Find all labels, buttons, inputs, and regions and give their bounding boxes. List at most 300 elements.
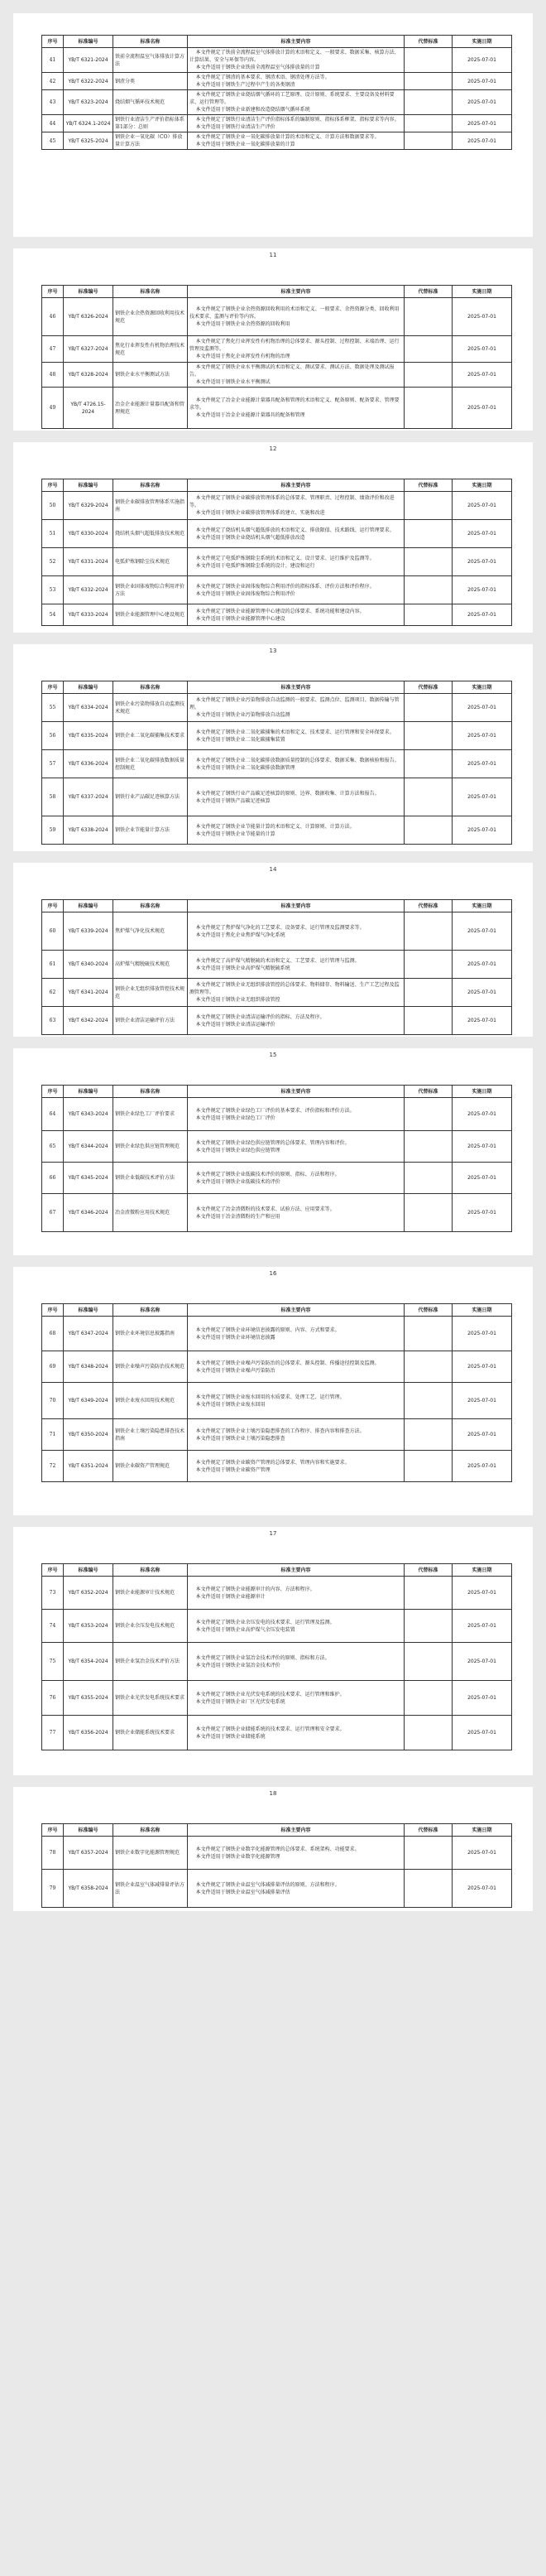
row-number-cell: 58	[42, 778, 64, 816]
replaced-standard-cell	[405, 115, 453, 132]
standard-name-cell: 钢铁行业清洁生产评价指标体系 第1部分：总则	[113, 115, 188, 132]
implementation-date-cell: 2025-07-01	[453, 363, 512, 388]
table-row	[42, 1681, 512, 1716]
replaced-standard-cell	[405, 576, 453, 604]
column-header: 实施日期	[453, 1086, 512, 1098]
column-header: 序号	[42, 900, 64, 912]
implementation-date-cell: 2025-07-01	[453, 1577, 512, 1610]
standard-code-cell: YB/T 4726.15-2024	[64, 388, 113, 429]
row-number-cell: 50	[42, 492, 64, 520]
standard-code-cell: YB/T 6327-2024	[64, 336, 113, 363]
standard-code-cell: YB/T 6338-2024	[64, 816, 113, 845]
implementation-date-cell: 2025-07-01	[453, 1098, 512, 1131]
replaced-standard-cell	[405, 1837, 453, 1870]
column-header: 代替标准	[405, 1564, 453, 1577]
implementation-date-cell: 2025-07-01	[453, 90, 512, 115]
table-row	[42, 1131, 512, 1163]
standard-code-cell: YB/T 6355-2024	[64, 1681, 113, 1716]
row-number-cell: 77	[42, 1716, 64, 1750]
column-header: 实施日期	[453, 286, 512, 298]
standard-content-cell: 本文件规定了钢铁企业绿色供应链管理的总体要求、管理内容和评价。 本文件适用于钢铁企业绿色供应链管理	[188, 1131, 405, 1163]
row-number-cell: 46	[42, 298, 64, 336]
replaced-standard-cell	[405, 1451, 453, 1482]
standard-content-cell: 本文件规定了钢铁企业碳资产管理的总体要求、管理内容和实施要求。 本文件适用于钢铁企业碳资产管理	[188, 1451, 405, 1482]
row-number-cell: 57	[42, 750, 64, 778]
column-header: 标准编号	[64, 1824, 113, 1837]
column-header: 序号	[42, 479, 64, 492]
row-number-cell: 54	[42, 604, 64, 626]
standard-code-cell: YB/T 6339-2024	[64, 912, 113, 951]
table-row	[42, 115, 512, 132]
table-row	[42, 1643, 512, 1681]
row-number-cell: 69	[42, 1351, 64, 1383]
table-row	[42, 48, 512, 73]
column-header: 序号	[42, 286, 64, 298]
standard-content-cell: 本文件规定了钢铁企业低碳技术评价的原则、指标、方法和程序。 本文件适用于钢铁企业低碳技术的评价	[188, 1163, 405, 1194]
implementation-date-cell: 2025-07-01	[453, 1643, 512, 1681]
implementation-date-cell: 2025-07-01	[453, 604, 512, 626]
standard-name-cell: 烧结机头烟气超低排放技术规范	[113, 520, 188, 548]
standard-code-cell: YB/T 6336-2024	[64, 750, 113, 778]
table-row	[42, 132, 512, 150]
standard-name-cell: 钢铁企业低碳技术评价方法	[113, 1163, 188, 1194]
standards-table	[41, 1823, 512, 1908]
table-header-row	[42, 1564, 512, 1577]
document-page	[13, 1267, 533, 1515]
row-number-cell: 60	[42, 912, 64, 951]
implementation-date-cell: 2025-07-01	[453, 1716, 512, 1750]
standards-table	[41, 35, 512, 150]
replaced-standard-cell	[405, 1610, 453, 1643]
implementation-date-cell: 2025-07-01	[453, 48, 512, 73]
column-header: 实施日期	[453, 36, 512, 48]
row-number-cell: 65	[42, 1131, 64, 1163]
implementation-date-cell: 2025-07-01	[453, 1351, 512, 1383]
column-header: 标准主要内容	[188, 36, 405, 48]
row-number-cell: 78	[42, 1837, 64, 1870]
implementation-date-cell: 2025-07-01	[453, 132, 512, 150]
column-header: 代替标准	[405, 36, 453, 48]
replaced-standard-cell	[405, 1007, 453, 1035]
standard-content-cell: 本文件规定了电弧炉炼钢除尘系统的术语和定义、设计要求、运行维护及监测等。 本文件适用于电弧炉炼钢除尘系统的设计、建设和运行	[188, 548, 405, 576]
row-number-cell: 75	[42, 1643, 64, 1681]
replaced-standard-cell	[405, 298, 453, 336]
standard-name-cell: 钢铁企业一氧化碳（CO）排放量计算方法	[113, 132, 188, 150]
implementation-date-cell: 2025-07-01	[453, 336, 512, 363]
standard-name-cell: 钢铁企业绿色供应链管理规范	[113, 1131, 188, 1163]
column-header: 实施日期	[453, 900, 512, 912]
table-row	[42, 1716, 512, 1750]
table-row	[42, 1837, 512, 1870]
standards-table	[41, 1303, 512, 1482]
implementation-date-cell: 2025-07-01	[453, 778, 512, 816]
standard-name-cell: 冶金企业能源计量器具配备和管理规范	[113, 388, 188, 429]
column-header: 标准编号	[64, 900, 113, 912]
implementation-date-cell: 2025-07-01	[453, 1451, 512, 1482]
standard-name-cell: 钢铁行业产品碳足迹核算方法	[113, 778, 188, 816]
row-number-cell: 71	[42, 1419, 64, 1451]
standard-name-cell: 焦炉煤气净化技术规范	[113, 912, 188, 951]
standard-code-cell: YB/T 6340-2024	[64, 951, 113, 979]
standard-code-cell: YB/T 6354-2024	[64, 1643, 113, 1681]
column-header: 标准主要内容	[188, 1086, 405, 1098]
table-row	[42, 778, 512, 816]
column-header: 代替标准	[405, 479, 453, 492]
implementation-date-cell: 2025-07-01	[453, 816, 512, 845]
row-number-cell: 42	[42, 73, 64, 90]
standard-name-cell: 钢渣分类	[113, 73, 188, 90]
column-header: 标准编号	[64, 286, 113, 298]
row-number-cell: 44	[42, 115, 64, 132]
replaced-standard-cell	[405, 979, 453, 1007]
implementation-date-cell: 2025-07-01	[453, 1870, 512, 1908]
column-header: 序号	[42, 1304, 64, 1317]
row-number-cell: 56	[42, 722, 64, 750]
standard-content-cell: 本文件规定了钢铁企业水平衡测试的术语和定义、测试要求、测试方法、数据处理及测试报告。 本文件适用于钢铁企业水平衡测试	[188, 363, 405, 388]
standard-content-cell: 本文件规定了钢渣的基本要求、钢渣术语、钢渣处理方法等。 本文件适用于钢铁生产过程中产生的各类钢渣	[188, 73, 405, 90]
implementation-date-cell: 2025-07-01	[453, 388, 512, 429]
implementation-date-cell: 2025-07-01	[453, 1007, 512, 1035]
table-row	[42, 1419, 512, 1451]
row-number-cell: 45	[42, 132, 64, 150]
standard-code-cell: YB/T 6323-2024	[64, 90, 113, 115]
standard-content-cell: 本文件规定了钢铁企业烧结烟气循环的工艺原理、设计原则、系统要求、主要设备及材料要求、运行管理等。 本文件适用于钢铁企业新建和改造烧结烟气循环系统	[188, 90, 405, 115]
standard-name-cell: 钢铁企业污染物排放自动监测技术规范	[113, 694, 188, 722]
standard-content-cell: 本文件规定了钢铁企业清洁运输评价的指标、方法及程序。 本文件适用于钢铁企业清洁运输评价	[188, 1007, 405, 1035]
standard-name-cell: 钢铁企业温室气体减排量评估方法	[113, 1870, 188, 1908]
standard-content-cell: 本文件规定了钢铁企业温室气体减排量评估的原则、方法和程序。 本文件适用于钢铁企业温室气体减排量评估	[188, 1870, 405, 1908]
row-number-cell: 43	[42, 90, 64, 115]
standard-name-cell: 钢铁企业清洁运输评价方法	[113, 1007, 188, 1035]
table-row	[42, 951, 512, 979]
implementation-date-cell: 2025-07-01	[453, 1610, 512, 1643]
replaced-standard-cell	[405, 492, 453, 520]
implementation-date-cell: 2025-07-01	[453, 1419, 512, 1451]
row-number-cell: 48	[42, 363, 64, 388]
implementation-date-cell: 2025-07-01	[453, 1383, 512, 1419]
standard-code-cell: YB/T 6322-2024	[64, 73, 113, 90]
standard-name-cell: 钢铁企业二氧化碳捕集技术要求	[113, 722, 188, 750]
table-row	[42, 1383, 512, 1419]
standard-code-cell: YB/T 6334-2024	[64, 694, 113, 722]
column-header: 实施日期	[453, 479, 512, 492]
standard-content-cell: 本文件规定了钢铁企业余热资源回收利用的术语和定义、一般要求、余热资源分类、回收利用技术要求、监测与评价等内容。 本文件适用于钢铁企业余热资源的回收利用	[188, 298, 405, 336]
standard-code-cell: YB/T 6345-2024	[64, 1163, 113, 1194]
standard-code-cell: YB/T 6328-2024	[64, 363, 113, 388]
implementation-date-cell: 2025-07-01	[453, 694, 512, 722]
standard-name-cell: 钢铁企业氢冶金技术评价方法	[113, 1643, 188, 1681]
standard-name-cell: 冶金渣微粉应用技术规范	[113, 1194, 188, 1232]
standard-content-cell: 本文件规定了钢铁企业能源审计的内容、方法和程序。 本文件适用于钢铁企业能源审计	[188, 1577, 405, 1610]
column-header: 代替标准	[405, 1086, 453, 1098]
standards-table	[41, 681, 512, 845]
replaced-standard-cell	[405, 604, 453, 626]
standard-code-cell: YB/T 6337-2024	[64, 778, 113, 816]
page-number: 14	[269, 866, 277, 873]
replaced-standard-cell	[405, 1716, 453, 1750]
standard-code-cell: YB/T 6358-2024	[64, 1870, 113, 1908]
implementation-date-cell: 2025-07-01	[453, 548, 512, 576]
standard-name-cell: 钢铁企业土壤污染隐患排查技术指南	[113, 1419, 188, 1451]
table-row	[42, 722, 512, 750]
row-number-cell: 63	[42, 1007, 64, 1035]
implementation-date-cell: 2025-07-01	[453, 1131, 512, 1163]
column-header: 代替标准	[405, 1304, 453, 1317]
standard-content-cell: 本文件规定了钢铁企业碳排放管理体系的总体要求、管理职责、过程控制、绩效评价和改进等。 本文件适用于钢铁企业碳排放管理体系的建立、实施和改进	[188, 492, 405, 520]
column-header: 标准名称	[113, 1564, 188, 1577]
standard-content-cell: 本文件规定了钢铁企业氢冶金技术评价的原则、指标和方法。 本文件适用于钢铁企业氢冶金技术评价	[188, 1643, 405, 1681]
column-header: 标准名称	[113, 286, 188, 298]
standard-code-cell: YB/T 6346-2024	[64, 1194, 113, 1232]
table-row	[42, 694, 512, 722]
standard-name-cell: 钢铁企业节能量计算方法	[113, 816, 188, 845]
implementation-date-cell: 2025-07-01	[453, 520, 512, 548]
standard-content-cell: 本文件规定了钢铁企业土壤污染隐患排查的工作程序、排查内容和排查方法。 本文件适用于钢铁企业土壤污染隐患排查	[188, 1419, 405, 1451]
standard-code-cell: YB/T 6349-2024	[64, 1383, 113, 1419]
replaced-standard-cell	[405, 912, 453, 951]
standard-content-cell: 本文件规定了冶金企业能源计量器具配备和管理的术语和定义、配备原则、配备要求、管理要求等。 本文件适用于冶金企业能源计量器具的配备和管理	[188, 388, 405, 429]
standard-name-cell: 钢铁企业数字化能源管理规范	[113, 1837, 188, 1870]
standard-content-cell: 本文件规定了钢铁企业能源管理中心建设的总体要求、系统功能和建设内容。 本文件适用于钢铁企业能源管理中心建设	[188, 604, 405, 626]
standard-content-cell: 本文件规定了高炉煤气精脱硫的术语和定义、工艺要求、运行管理与监测。 本文件适用于钢铁企业高炉煤气精脱硫系统	[188, 951, 405, 979]
column-header: 实施日期	[453, 1564, 512, 1577]
standard-content-cell: 本文件规定了铁前全流程温室气体排放计算的术语和定义、一般要求、数据采集、核算方法、计算结果、安全与环保等内容。 本文件适用于钢铁企业铁前全流程温室气体排放量的计算	[188, 48, 405, 73]
replaced-standard-cell	[405, 1163, 453, 1194]
standard-code-cell: YB/T 6351-2024	[64, 1451, 113, 1482]
standard-content-cell: 本文件规定了钢铁企业噪声污染防治的总体要求、源头控制、传播途径控制及监测。 本文件适用于钢铁企业噪声污染防治	[188, 1351, 405, 1383]
standard-content-cell: 本文件规定了钢铁企业余压发电的技术要求、运行管理及监测。 本文件适用于钢铁企业高炉煤气余压发电装置	[188, 1610, 405, 1643]
column-header: 序号	[42, 1564, 64, 1577]
standard-code-cell: YB/T 6326-2024	[64, 298, 113, 336]
row-number-cell: 41	[42, 48, 64, 73]
standard-content-cell: 本文件规定了钢铁企业储能系统的技术要求、运行管理和安全要求。 本文件适用于钢铁企业储能系统	[188, 1716, 405, 1750]
table-row	[42, 816, 512, 845]
replaced-standard-cell	[405, 1317, 453, 1351]
column-header: 标准编号	[64, 681, 113, 694]
table-row	[42, 298, 512, 336]
replaced-standard-cell	[405, 520, 453, 548]
standard-content-cell: 本文件规定了焦炉煤气净化的工艺要求、设备要求、运行管理及监测要求等。 本文件适用于焦化企业焦炉煤气净化系统	[188, 912, 405, 951]
implementation-date-cell: 2025-07-01	[453, 951, 512, 979]
column-header: 实施日期	[453, 681, 512, 694]
standard-name-cell: 钢铁企业绿色工厂评价要求	[113, 1098, 188, 1131]
standard-name-cell: 钢铁企业能源管理中心建设规范	[113, 604, 188, 626]
column-header: 标准名称	[113, 681, 188, 694]
standard-code-cell: YB/T 6348-2024	[64, 1351, 113, 1383]
column-header: 标准主要内容	[188, 1304, 405, 1317]
table-row	[42, 1007, 512, 1035]
column-header: 标准编号	[64, 479, 113, 492]
standard-content-cell: 本文件规定了钢铁企业环境信息披露的原则、内容、方式和要求。 本文件适用于钢铁企业环境信息披露	[188, 1317, 405, 1351]
table-header-row	[42, 681, 512, 694]
row-number-cell: 47	[42, 336, 64, 363]
table-row	[42, 576, 512, 604]
page-number: 13	[269, 648, 277, 654]
page-number: 11	[269, 252, 277, 258]
standard-name-cell: 钢铁企业噪声污染防治技术规范	[113, 1351, 188, 1383]
row-number-cell: 52	[42, 548, 64, 576]
standard-content-cell: 本文件规定了钢铁企业污染物排放自动监测的一般要求、监测点位、监测项目、数据传输与管理。 本文件适用于钢铁企业污染物排放自动监测	[188, 694, 405, 722]
replaced-standard-cell	[405, 750, 453, 778]
replaced-standard-cell	[405, 548, 453, 576]
column-header: 序号	[42, 1824, 64, 1837]
table-row	[42, 90, 512, 115]
standard-name-cell: 钢铁企业余热资源回收利用技术规范	[113, 298, 188, 336]
table-row	[42, 363, 512, 388]
document-page	[13, 644, 533, 851]
row-number-cell: 68	[42, 1317, 64, 1351]
table-row	[42, 336, 512, 363]
document-page	[13, 1527, 533, 1775]
replaced-standard-cell	[405, 363, 453, 388]
replaced-standard-cell	[405, 1098, 453, 1131]
standard-code-cell: YB/T 6357-2024	[64, 1837, 113, 1870]
standard-name-cell: 焦化行业挥发性有机物治理技术规范	[113, 336, 188, 363]
table-row	[42, 979, 512, 1007]
row-number-cell: 73	[42, 1577, 64, 1610]
row-number-cell: 66	[42, 1163, 64, 1194]
table-row	[42, 73, 512, 90]
table-header-row	[42, 1086, 512, 1098]
document-page	[13, 13, 533, 237]
replaced-standard-cell	[405, 694, 453, 722]
column-header: 实施日期	[453, 1304, 512, 1317]
standard-code-cell: YB/T 6335-2024	[64, 722, 113, 750]
standard-name-cell: 钢铁企业碳资产管理规范	[113, 1451, 188, 1482]
implementation-date-cell: 2025-07-01	[453, 73, 512, 90]
standard-name-cell: 钢铁企业固体废物综合利用评价方法	[113, 576, 188, 604]
column-header: 标准主要内容	[188, 681, 405, 694]
standard-code-cell: YB/T 6341-2024	[64, 979, 113, 1007]
document-page	[13, 1787, 533, 1911]
table-row	[42, 1870, 512, 1908]
replaced-standard-cell	[405, 1870, 453, 1908]
replaced-standard-cell	[405, 1351, 453, 1383]
column-header: 标准名称	[113, 1304, 188, 1317]
standard-content-cell: 本文件规定了钢铁企业无组织排放管控的总体要求、物料储存、物料输送、生产工艺过程及监测管理等。 本文件适用于钢铁企业无组织排放管控	[188, 979, 405, 1007]
implementation-date-cell: 2025-07-01	[453, 1194, 512, 1232]
page-number: 16	[269, 1270, 277, 1277]
row-number-cell: 72	[42, 1451, 64, 1482]
document-page	[13, 863, 533, 1037]
table-row	[42, 750, 512, 778]
document-page	[13, 1048, 533, 1255]
replaced-standard-cell	[405, 722, 453, 750]
replaced-standard-cell	[405, 132, 453, 150]
row-number-cell: 49	[42, 388, 64, 429]
replaced-standard-cell	[405, 1577, 453, 1610]
table-row	[42, 1577, 512, 1610]
row-number-cell: 79	[42, 1870, 64, 1908]
row-number-cell: 61	[42, 951, 64, 979]
standard-content-cell: 本文件规定了钢铁企业一氧化碳排放量计算的术语和定义、计算方法和数据要求等。 本文件适用于钢铁企业一氧化碳排放量的计算	[188, 132, 405, 150]
replaced-standard-cell	[405, 1131, 453, 1163]
replaced-standard-cell	[405, 1194, 453, 1232]
standard-content-cell: 本文件规定了焦化行业挥发性有机物治理的总体要求、源头控制、过程控制、末端治理、运行管理及监测等。 本文件适用于焦化企业挥发性有机物的治理	[188, 336, 405, 363]
column-header: 标准名称	[113, 900, 188, 912]
column-header: 标准名称	[113, 1086, 188, 1098]
table-header-row	[42, 1824, 512, 1837]
table-row	[42, 520, 512, 548]
standard-name-cell: 钢铁企业余压发电技术规范	[113, 1610, 188, 1643]
standard-code-cell: YB/T 6325-2024	[64, 132, 113, 150]
implementation-date-cell: 2025-07-01	[453, 298, 512, 336]
table-row	[42, 604, 512, 626]
replaced-standard-cell	[405, 1643, 453, 1681]
standard-name-cell: 电弧炉炼钢除尘技术规范	[113, 548, 188, 576]
standard-content-cell: 本文件规定了钢铁企业绿色工厂评价的基本要求、评价指标和评价方法。 本文件适用于钢铁企业绿色工厂评价	[188, 1098, 405, 1131]
column-header: 标准编号	[64, 1086, 113, 1098]
replaced-standard-cell	[405, 778, 453, 816]
row-number-cell: 67	[42, 1194, 64, 1232]
standard-code-cell: YB/T 6356-2024	[64, 1716, 113, 1750]
column-header: 标准主要内容	[188, 479, 405, 492]
standard-code-cell: YB/T 6342-2024	[64, 1007, 113, 1035]
standard-code-cell: YB/T 6333-2024	[64, 604, 113, 626]
standard-name-cell: 钢铁企业储能系统技术要求	[113, 1716, 188, 1750]
column-header: 标准主要内容	[188, 1824, 405, 1837]
replaced-standard-cell	[405, 1419, 453, 1451]
standard-content-cell: 本文件规定了钢铁企业二氧化碳捕集的术语和定义、技术要求、运行管理和安全环保要求。 本文件适用于钢铁企业二氧化碳捕集装置	[188, 722, 405, 750]
replaced-standard-cell	[405, 48, 453, 73]
row-number-cell: 70	[42, 1383, 64, 1419]
column-header: 代替标准	[405, 286, 453, 298]
replaced-standard-cell	[405, 816, 453, 845]
implementation-date-cell: 2025-07-01	[453, 492, 512, 520]
standard-code-cell: YB/T 6352-2024	[64, 1577, 113, 1610]
table-row	[42, 1610, 512, 1643]
standard-content-cell: 本文件规定了冶金渣微粉的技术要求、试验方法、应用要求等。 本文件适用于冶金渣微粉的生产和应用	[188, 1194, 405, 1232]
implementation-date-cell: 2025-07-01	[453, 750, 512, 778]
standard-code-cell: YB/T 6344-2024	[64, 1131, 113, 1163]
column-header: 标准名称	[113, 479, 188, 492]
column-header: 标准编号	[64, 1564, 113, 1577]
standard-name-cell: 钢铁企业无组织排放管控技术规范	[113, 979, 188, 1007]
standards-table	[41, 1085, 512, 1232]
column-header: 标准主要内容	[188, 1564, 405, 1577]
standard-name-cell: 钢铁企业二氧化碳排放数据质量控制规范	[113, 750, 188, 778]
row-number-cell: 55	[42, 694, 64, 722]
replaced-standard-cell	[405, 388, 453, 429]
column-header: 序号	[42, 681, 64, 694]
column-header: 代替标准	[405, 900, 453, 912]
replaced-standard-cell	[405, 951, 453, 979]
row-number-cell: 64	[42, 1098, 64, 1131]
row-number-cell: 51	[42, 520, 64, 548]
column-header: 标准编号	[64, 1304, 113, 1317]
implementation-date-cell: 2025-07-01	[453, 576, 512, 604]
standard-code-cell: YB/T 6331-2024	[64, 548, 113, 576]
column-header: 标准主要内容	[188, 900, 405, 912]
standard-code-cell: YB/T 6332-2024	[64, 576, 113, 604]
standard-code-cell: YB/T 6353-2024	[64, 1610, 113, 1643]
standard-code-cell: YB/T 6347-2024	[64, 1317, 113, 1351]
replaced-standard-cell	[405, 73, 453, 90]
standard-name-cell: 铁前全流程温室气体排放计算方法	[113, 48, 188, 73]
implementation-date-cell: 2025-07-01	[453, 1837, 512, 1870]
standard-content-cell: 本文件规定了钢铁企业固体废物综合利用评价的指标体系、评价方法和评价程序。 本文件适用于钢铁企业固体废物综合利用评价	[188, 576, 405, 604]
standard-code-cell: YB/T 6329-2024	[64, 492, 113, 520]
row-number-cell: 62	[42, 979, 64, 1007]
implementation-date-cell: 2025-07-01	[453, 912, 512, 951]
column-header: 序号	[42, 1086, 64, 1098]
standard-code-cell: YB/T 6350-2024	[64, 1419, 113, 1451]
page-number: 17	[269, 1530, 277, 1537]
column-header: 代替标准	[405, 1824, 453, 1837]
standard-name-cell: 钢铁企业环境信息披露指南	[113, 1317, 188, 1351]
implementation-date-cell: 2025-07-01	[453, 1163, 512, 1194]
standard-content-cell: 本文件规定了钢铁企业二氧化碳排放数据质量控制的总体要求、数据采集、数据核验和报告。 本文件适用于钢铁企业二氧化碳排放数据管理	[188, 750, 405, 778]
